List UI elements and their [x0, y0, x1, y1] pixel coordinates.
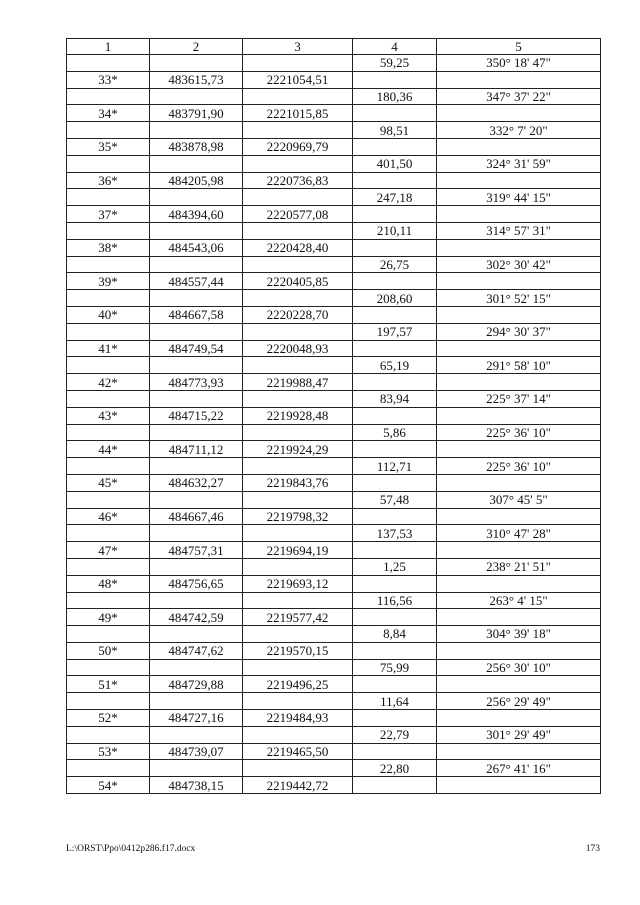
table-cell-col-3 — [243, 760, 353, 777]
table-cell-col-1 — [67, 323, 150, 340]
table-cell-col-3: 2220228,70 — [243, 306, 353, 323]
table-cell-col-4 — [353, 306, 437, 323]
table-row — [67, 105, 601, 122]
table-cell-col-4: 22,79 — [353, 726, 437, 743]
table-row — [67, 122, 601, 139]
table-cell-col-4 — [353, 374, 437, 391]
table-cell-col-3: 2219988,47 — [243, 374, 353, 391]
table-cell-col-4 — [353, 105, 437, 122]
table-cell-col-2: 484727,16 — [150, 710, 243, 727]
table-cell-col-1 — [67, 55, 150, 72]
table-cell-col-3 — [243, 122, 353, 139]
table-cell-col-4: 197,57 — [353, 323, 437, 340]
table-row — [67, 290, 601, 307]
table-cell-col-1: 42* — [67, 374, 150, 391]
table-cell-col-2: 484205,98 — [150, 172, 243, 189]
header-col-4: 4 — [353, 39, 437, 55]
table-cell-col-4: 210,11 — [353, 222, 437, 239]
table-row — [67, 323, 601, 340]
table-cell-col-2 — [150, 659, 243, 676]
table-cell-col-4: 57,48 — [353, 491, 437, 508]
table-cell-col-2: 484557,44 — [150, 273, 243, 290]
table-cell-col-4: 98,51 — [353, 122, 437, 139]
table-cell-col-3 — [243, 659, 353, 676]
table-cell-col-4 — [353, 407, 437, 424]
table-cell-col-3 — [243, 222, 353, 239]
table-cell-col-5 — [437, 273, 601, 290]
table-cell-col-2 — [150, 693, 243, 710]
table-cell-col-1: 45* — [67, 474, 150, 491]
table-row — [67, 693, 601, 710]
table-row — [67, 55, 601, 72]
table-cell-col-1 — [67, 726, 150, 743]
table-cell-col-3 — [243, 693, 353, 710]
table-cell-col-5: 314° 57' 31" — [437, 222, 601, 239]
table-cell-col-1 — [67, 693, 150, 710]
table-cell-col-1: 48* — [67, 575, 150, 592]
header-col-3: 3 — [243, 39, 353, 55]
table-cell-col-5: 301° 29' 49" — [437, 726, 601, 743]
table-row — [67, 357, 601, 374]
table-cell-col-3 — [243, 592, 353, 609]
table-row — [67, 239, 601, 256]
table-cell-col-4 — [353, 743, 437, 760]
table-cell-col-5 — [437, 105, 601, 122]
table-cell-col-2 — [150, 55, 243, 72]
table-cell-col-3: 2219484,93 — [243, 710, 353, 727]
table-cell-col-2: 484757,31 — [150, 542, 243, 559]
table-cell-col-1: 47* — [67, 542, 150, 559]
table-cell-col-4 — [353, 642, 437, 659]
table-cell-col-2 — [150, 491, 243, 508]
table-cell-col-5: 319° 44' 15" — [437, 189, 601, 206]
table-cell-col-1: 34* — [67, 105, 150, 122]
table-row — [67, 659, 601, 676]
table-body — [67, 55, 601, 794]
table-cell-col-1: 41* — [67, 340, 150, 357]
table-row — [67, 474, 601, 491]
table-cell-col-2: 484632,27 — [150, 474, 243, 491]
table-cell-col-2 — [150, 726, 243, 743]
table-cell-col-4: 180,36 — [353, 88, 437, 105]
table-cell-col-5 — [437, 676, 601, 693]
table-row — [67, 760, 601, 777]
table-cell-col-1: 51* — [67, 676, 150, 693]
table-cell-col-1: 37* — [67, 206, 150, 223]
table-cell-col-2 — [150, 357, 243, 374]
table-row — [67, 340, 601, 357]
table-cell-col-2: 483791,90 — [150, 105, 243, 122]
table-cell-col-4: 11,64 — [353, 693, 437, 710]
table-cell-col-5: 350° 18' 47" — [437, 55, 601, 72]
table-cell-col-5: 238° 21' 51" — [437, 558, 601, 575]
table-cell-col-5: 302° 30' 42" — [437, 256, 601, 273]
table-cell-col-5: 256° 30' 10" — [437, 659, 601, 676]
table-cell-col-2 — [150, 189, 243, 206]
table-cell-col-3 — [243, 55, 353, 72]
table-cell-col-3 — [243, 558, 353, 575]
table-cell-col-1 — [67, 760, 150, 777]
table-cell-col-4: 137,53 — [353, 525, 437, 542]
table-cell-col-3: 2221054,51 — [243, 71, 353, 88]
table-row — [67, 575, 601, 592]
table-cell-col-4 — [353, 676, 437, 693]
table-cell-col-2: 484394,60 — [150, 206, 243, 223]
table-cell-col-5 — [437, 374, 601, 391]
table-cell-col-2 — [150, 323, 243, 340]
table-cell-col-1 — [67, 256, 150, 273]
table-cell-col-4 — [353, 575, 437, 592]
table-row — [67, 273, 601, 290]
table-cell-col-4: 1,25 — [353, 558, 437, 575]
table-cell-col-5: 225° 36' 10" — [437, 424, 601, 441]
table-cell-col-5 — [437, 743, 601, 760]
table-cell-col-1: 50* — [67, 642, 150, 659]
table-cell-col-4 — [353, 609, 437, 626]
table-cell-col-5: 225° 36' 10" — [437, 458, 601, 475]
table-cell-col-5: 347° 37' 22" — [437, 88, 601, 105]
table-cell-col-1 — [67, 357, 150, 374]
table-cell-col-1: 53* — [67, 743, 150, 760]
table-cell-col-2: 484747,62 — [150, 642, 243, 659]
table-row — [67, 642, 601, 659]
table-cell-col-1 — [67, 659, 150, 676]
table-cell-col-2 — [150, 390, 243, 407]
table-cell-col-3: 2219694,19 — [243, 542, 353, 559]
table-cell-col-3: 2219496,25 — [243, 676, 353, 693]
table-row — [67, 172, 601, 189]
table-cell-col-3: 2219577,42 — [243, 609, 353, 626]
table-cell-col-4: 83,94 — [353, 390, 437, 407]
table-cell-col-3: 2220577,08 — [243, 206, 353, 223]
table-cell-col-1 — [67, 458, 150, 475]
table-cell-col-1: 40* — [67, 306, 150, 323]
table-cell-col-3: 2219442,72 — [243, 777, 353, 794]
table-cell-col-5: 332° 7' 20" — [437, 122, 601, 139]
table-cell-col-2: 484756,65 — [150, 575, 243, 592]
table-row — [67, 390, 601, 407]
table-cell-col-3 — [243, 626, 353, 643]
table-cell-col-3: 2219843,76 — [243, 474, 353, 491]
table-row — [67, 743, 601, 760]
table-cell-col-5 — [437, 306, 601, 323]
table-row — [67, 542, 601, 559]
table-cell-col-1 — [67, 189, 150, 206]
table-row — [67, 88, 601, 105]
table-row — [67, 71, 601, 88]
table-cell-col-4: 22,80 — [353, 760, 437, 777]
table-cell-col-3 — [243, 726, 353, 743]
table-cell-col-3 — [243, 88, 353, 105]
table-row — [67, 558, 601, 575]
table-cell-col-2 — [150, 290, 243, 307]
table-row — [67, 626, 601, 643]
table-cell-col-2: 484773,93 — [150, 374, 243, 391]
table-row — [67, 777, 601, 794]
table-cell-col-2: 484729,88 — [150, 676, 243, 693]
table-cell-col-4 — [353, 71, 437, 88]
table-cell-col-3: 2220405,85 — [243, 273, 353, 290]
table-cell-col-4 — [353, 441, 437, 458]
table-row — [67, 458, 601, 475]
table-row — [67, 508, 601, 525]
table-cell-col-1 — [67, 290, 150, 307]
table-cell-col-5 — [437, 71, 601, 88]
table-cell-col-5 — [437, 239, 601, 256]
table-cell-col-1: 39* — [67, 273, 150, 290]
table-cell-col-5 — [437, 508, 601, 525]
table-cell-col-4: 247,18 — [353, 189, 437, 206]
table-cell-col-2 — [150, 558, 243, 575]
table-cell-col-1: 36* — [67, 172, 150, 189]
table-cell-col-2: 483878,98 — [150, 138, 243, 155]
table-cell-col-1: 35* — [67, 138, 150, 155]
table-cell-col-1 — [67, 558, 150, 575]
table-cell-col-4 — [353, 340, 437, 357]
table-row — [67, 206, 601, 223]
table-cell-col-1: 46* — [67, 508, 150, 525]
table-cell-col-4 — [353, 474, 437, 491]
table-cell-col-1 — [67, 222, 150, 239]
table-row — [67, 592, 601, 609]
table-cell-col-5 — [437, 609, 601, 626]
table-cell-col-5 — [437, 206, 601, 223]
table-cell-col-1 — [67, 491, 150, 508]
table-cell-col-5 — [437, 172, 601, 189]
table-cell-col-5 — [437, 474, 601, 491]
table-cell-col-4: 65,19 — [353, 357, 437, 374]
table-cell-col-1: 49* — [67, 609, 150, 626]
table-cell-col-2: 484742,59 — [150, 609, 243, 626]
table-cell-col-1: 52* — [67, 710, 150, 727]
table-cell-col-5 — [437, 777, 601, 794]
table-cell-col-1: 43* — [67, 407, 150, 424]
table-cell-col-3: 2221015,85 — [243, 105, 353, 122]
header-col-5: 5 — [437, 39, 601, 55]
table-cell-col-3: 2219465,50 — [243, 743, 353, 760]
table-cell-col-4: 26,75 — [353, 256, 437, 273]
table-cell-col-3: 2219798,32 — [243, 508, 353, 525]
table-cell-col-3 — [243, 458, 353, 475]
table-cell-col-4: 8,84 — [353, 626, 437, 643]
table-cell-col-3: 2220969,79 — [243, 138, 353, 155]
table-cell-col-2 — [150, 760, 243, 777]
table-row — [67, 222, 601, 239]
table-cell-col-2 — [150, 88, 243, 105]
table-cell-col-3 — [243, 189, 353, 206]
table-cell-col-4 — [353, 508, 437, 525]
table-cell-col-4 — [353, 172, 437, 189]
table-cell-col-2 — [150, 155, 243, 172]
table-cell-col-2: 484667,46 — [150, 508, 243, 525]
table-cell-col-2 — [150, 256, 243, 273]
table-cell-col-5: 294° 30' 37" — [437, 323, 601, 340]
table-cell-col-5: 304° 39' 18" — [437, 626, 601, 643]
table-cell-col-5: 225° 37' 14" — [437, 390, 601, 407]
table-cell-col-1 — [67, 155, 150, 172]
table-cell-col-1 — [67, 592, 150, 609]
page-number: 173 — [585, 844, 600, 854]
table-cell-col-3: 2219570,15 — [243, 642, 353, 659]
table-cell-col-5 — [437, 441, 601, 458]
table-row — [67, 138, 601, 155]
table-cell-col-5 — [437, 407, 601, 424]
table-row — [67, 609, 601, 626]
table-cell-col-2 — [150, 222, 243, 239]
table-cell-col-3: 2219924,29 — [243, 441, 353, 458]
table-cell-col-4 — [353, 273, 437, 290]
table-cell-col-1 — [67, 122, 150, 139]
header-col-1: 1 — [67, 39, 150, 55]
table-row — [67, 424, 601, 441]
table-cell-col-2: 484749,54 — [150, 340, 243, 357]
table-cell-col-2: 483615,73 — [150, 71, 243, 88]
coordinates-table — [66, 38, 601, 794]
table-cell-col-3 — [243, 491, 353, 508]
header-col-2: 2 — [150, 39, 243, 55]
table-cell-col-4 — [353, 777, 437, 794]
table-row — [67, 155, 601, 172]
table-cell-col-3 — [243, 256, 353, 273]
table-row — [67, 256, 601, 273]
table-header-row — [67, 39, 601, 55]
table-cell-col-4: 59,25 — [353, 55, 437, 72]
table-cell-col-4: 75,99 — [353, 659, 437, 676]
table-cell-col-2: 484715,22 — [150, 407, 243, 424]
table-cell-col-1: 38* — [67, 239, 150, 256]
table-cell-col-2 — [150, 458, 243, 475]
table-cell-col-4: 401,50 — [353, 155, 437, 172]
table-row — [67, 189, 601, 206]
table-cell-col-1: 33* — [67, 71, 150, 88]
table-row — [67, 306, 601, 323]
table-cell-col-2: 484711,12 — [150, 441, 243, 458]
table-cell-col-5: 310° 47' 28" — [437, 525, 601, 542]
table-cell-col-1 — [67, 390, 150, 407]
table-cell-col-5: 263° 4' 15" — [437, 592, 601, 609]
table-cell-col-3: 2220736,83 — [243, 172, 353, 189]
table-cell-col-5: 267° 41' 16" — [437, 760, 601, 777]
table-cell-col-3: 2219693,12 — [243, 575, 353, 592]
table-row — [67, 407, 601, 424]
table-cell-col-5 — [437, 642, 601, 659]
table-cell-col-4: 5,86 — [353, 424, 437, 441]
table-cell-col-1 — [67, 626, 150, 643]
table-cell-col-5 — [437, 710, 601, 727]
table-cell-col-5: 256° 29' 49" — [437, 693, 601, 710]
table-cell-col-1 — [67, 88, 150, 105]
coordinates-table-container — [66, 38, 600, 794]
table-cell-col-2 — [150, 424, 243, 441]
table-cell-col-4 — [353, 239, 437, 256]
table-cell-col-1: 54* — [67, 777, 150, 794]
table-cell-col-3 — [243, 424, 353, 441]
table-cell-col-3 — [243, 390, 353, 407]
table-cell-col-3 — [243, 155, 353, 172]
table-cell-col-5 — [437, 138, 601, 155]
table-cell-col-4 — [353, 138, 437, 155]
table-cell-col-5 — [437, 340, 601, 357]
table-cell-col-5 — [437, 575, 601, 592]
table-cell-col-2 — [150, 592, 243, 609]
table-cell-col-4 — [353, 542, 437, 559]
table-cell-col-3: 2219928,48 — [243, 407, 353, 424]
table-cell-col-1: 44* — [67, 441, 150, 458]
table-cell-col-5 — [437, 542, 601, 559]
table-cell-col-2: 484739,07 — [150, 743, 243, 760]
table-cell-col-2: 484738,15 — [150, 777, 243, 794]
table-cell-col-4 — [353, 710, 437, 727]
table-cell-col-5: 324° 31' 59" — [437, 155, 601, 172]
table-cell-col-2 — [150, 525, 243, 542]
table-cell-col-1 — [67, 424, 150, 441]
table-cell-col-3: 2220428,40 — [243, 239, 353, 256]
table-cell-col-2 — [150, 626, 243, 643]
table-cell-col-4: 208,60 — [353, 290, 437, 307]
table-row — [67, 525, 601, 542]
table-cell-col-4: 112,71 — [353, 458, 437, 475]
table-row — [67, 710, 601, 727]
table-cell-col-4: 116,56 — [353, 592, 437, 609]
table-cell-col-4 — [353, 206, 437, 223]
table-cell-col-5: 307° 45' 5" — [437, 491, 601, 508]
table-cell-col-3 — [243, 357, 353, 374]
table-cell-col-3: 2220048,93 — [243, 340, 353, 357]
file-path: L:\ORST\Ppo\0412p286.f17.docx — [66, 844, 196, 854]
table-cell-col-3 — [243, 323, 353, 340]
table-row — [67, 676, 601, 693]
table-cell-col-5: 291° 58' 10" — [437, 357, 601, 374]
table-cell-col-3 — [243, 290, 353, 307]
table-row — [67, 441, 601, 458]
table-cell-col-2: 484543,06 — [150, 239, 243, 256]
table-row — [67, 374, 601, 391]
table-cell-col-3 — [243, 525, 353, 542]
table-row — [67, 491, 601, 508]
table-cell-col-5: 301° 52' 15" — [437, 290, 601, 307]
table-row — [67, 726, 601, 743]
table-cell-col-2 — [150, 122, 243, 139]
table-cell-col-1 — [67, 525, 150, 542]
table-cell-col-2: 484667,58 — [150, 306, 243, 323]
